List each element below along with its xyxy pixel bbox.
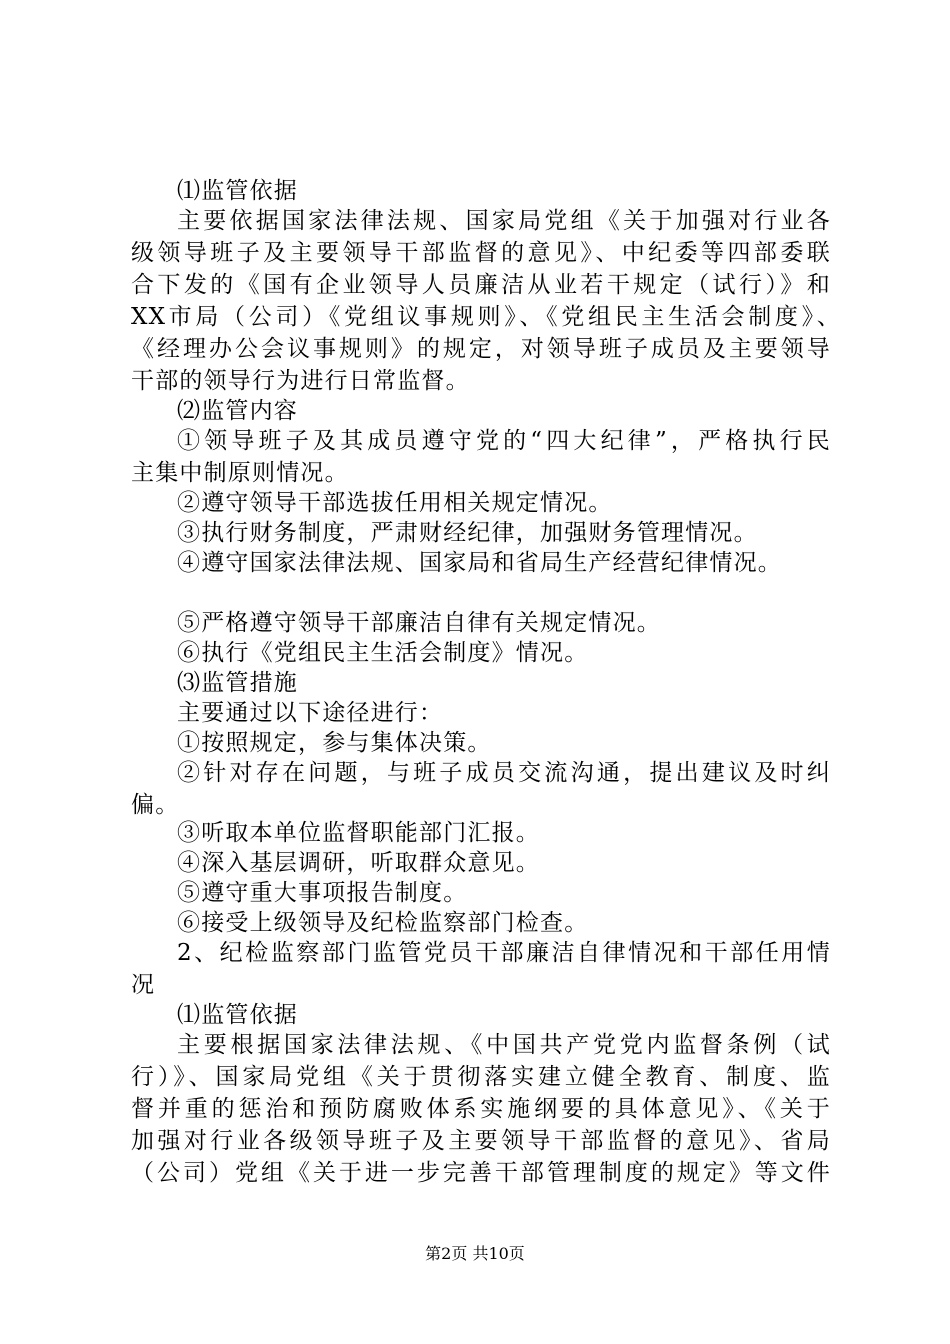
list-item: ⑤严格遵守领导干部廉洁自律有关规定情况。: [177, 610, 661, 636]
section-heading-continuation: 况: [131, 972, 156, 998]
list-item: ⑥接受上级领导及纪检监察部门检查。: [177, 910, 589, 936]
list-item: ④深入基层调研，听取群众意见。: [177, 850, 540, 876]
list-item: ④遵守国家法律法规、国家局和省局生产经营纪律情况。: [177, 550, 782, 576]
paragraph-line: 合下发的《国有企业领导人员廉洁从业若干规定（试行）》和: [131, 272, 831, 298]
list-item: ③听取本单位监督职能部门汇报。: [177, 820, 540, 846]
section-heading: ⑶监管措施: [177, 670, 298, 696]
section-heading: 2、纪检监察部门监管党员干部廉洁自律情况和干部任用情: [177, 940, 831, 966]
list-item: ②针对存在问题，与班子成员交流沟通，提出建议及时纠: [177, 760, 831, 786]
paragraph-line: 主要通过以下途径进行：: [177, 700, 444, 726]
list-item: ①领导班子及其成员遵守党的“四大纪律”，严格执行民: [177, 428, 831, 454]
paragraph-line: 加强对行业各级领导班子及主要领导干部监督的意见》、省局: [131, 1128, 831, 1154]
list-item: ⑥执行《党组民主生活会制度》情况。: [177, 640, 589, 666]
paragraph-line: 主要依据国家法律法规、国家局党组《关于加强对行业各: [177, 208, 831, 234]
paragraph-line: 干部的领导行为进行日常监督。: [131, 368, 470, 394]
paragraph-line: 督并重的惩治和预防腐败体系实施纲要的具体意见》、《关于: [131, 1096, 831, 1122]
paragraph-line: 《经理办公会议事规则》的规定，对领导班子成员及主要领导: [131, 336, 831, 362]
paragraph-line: 行）》、国家局党组《关于贯彻落实建立健全教育、制度、监: [131, 1064, 831, 1090]
section-heading: ⑴监管依据: [177, 178, 298, 204]
paragraph-line: （公司）党组《关于进一步完善干部管理制度的规定》等文件: [131, 1160, 831, 1186]
paragraph-line: XX市局（公司）《党组议事规则》、《党组民主生活会制度》、: [131, 304, 841, 330]
paragraph-line: 主要根据国家法律法规、《中国共产党党内监督条例（试: [177, 1032, 831, 1058]
section-heading: ⑴监管依据: [177, 1002, 298, 1028]
list-item-continuation: 主集中制原则情况。: [131, 460, 349, 486]
section-heading: ⑵监管内容: [177, 398, 298, 424]
list-item: ①按照规定，参与集体决策。: [177, 730, 492, 756]
page-number-footer: 第2页 共10页: [425, 1244, 525, 1263]
list-item: ③执行财务制度，严肃财经纪律，加强财务管理情况。: [177, 520, 758, 546]
list-item-continuation: 偏。: [131, 792, 180, 818]
paragraph-line: 级领导班子及主要领导干部监督的意见》、中纪委等四部委联: [131, 240, 831, 266]
list-item: ②遵守领导干部选拔任用相关规定情况。: [177, 490, 613, 516]
list-item: ⑤遵守重大事项报告制度。: [177, 880, 468, 906]
